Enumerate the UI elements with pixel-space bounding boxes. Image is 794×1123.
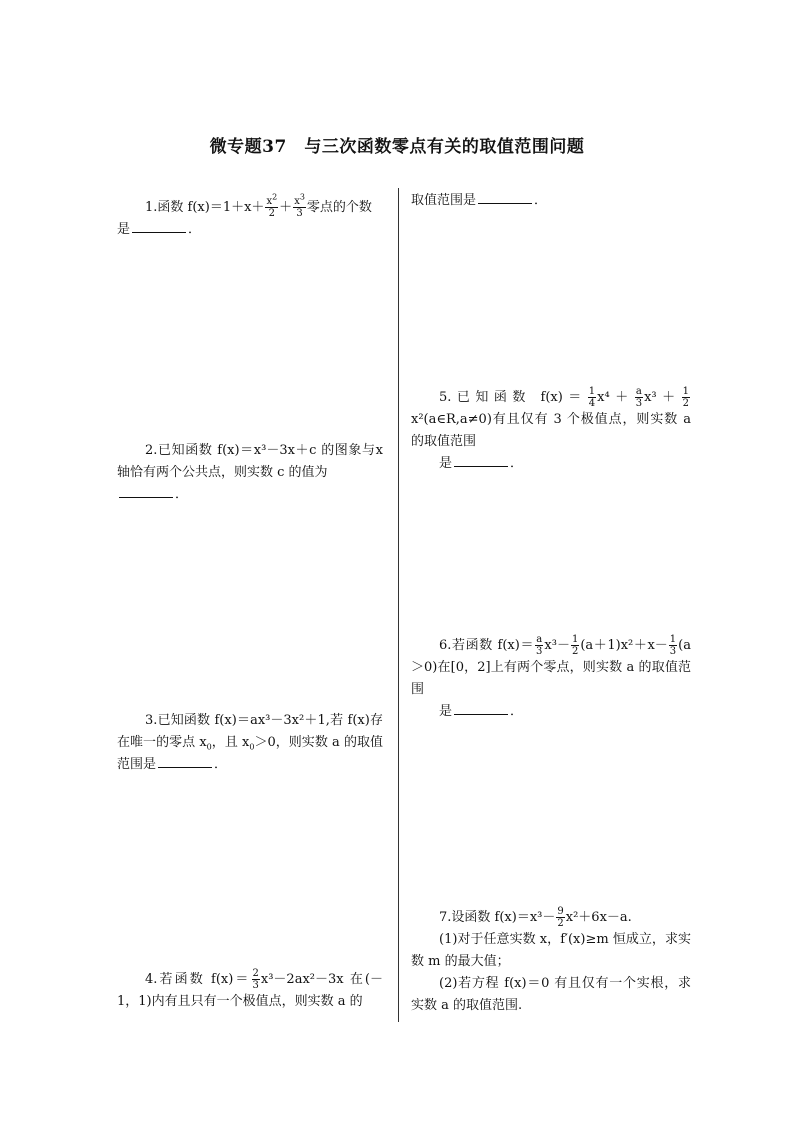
problem-4: 4.若函数 f(x)＝ $\frac{2}{3}$ x³－2ax²－3x 在(－1，1)内有且只有一个极值点，则实数 a 的 xyxy=(117,968,383,1009)
problem-text: 已知函数 f(x)＝ xyxy=(451,390,587,405)
problem-number: 3. xyxy=(145,713,158,728)
fraction: $\frac{a}{3}$ xyxy=(635,386,643,409)
problem-text: 若函数 f(x)＝ xyxy=(157,972,251,987)
problem-text: 设函数 f(x)＝x³－ xyxy=(451,910,556,925)
fraction: $\frac{9}{2}$ xyxy=(557,906,564,929)
answer-blank[interactable] xyxy=(119,484,173,498)
fraction: $\frac{2}{3}$ xyxy=(252,968,259,991)
problem-number: 4. xyxy=(145,972,158,987)
fraction: $\frac{1}{2}$ xyxy=(571,634,579,657)
column-divider xyxy=(398,188,399,1022)
fraction: $\frac{1}{4}$ xyxy=(588,386,596,409)
answer-blank[interactable] xyxy=(454,701,508,715)
sub-question-2: (2)若方程 f(x)＝0 有且仅有一个实根，求实数 a 的取值范围. xyxy=(411,976,691,1013)
fraction: $\frac{a}{3}$ xyxy=(536,634,543,657)
sub-question-1: (1)对于任意实数 x，f′(x)≥m 恒成立，求实数 m 的最大值； xyxy=(411,932,691,969)
problem-4-continued: 取值范围是 ． xyxy=(411,190,691,212)
problem-number: 7. xyxy=(439,910,452,925)
problem-1: 1.函数 f(x)＝1＋x＋ $\frac{x^2}{2}$ ＋ $\frac{x^3}{3}$ 零点的个数 是 ． xyxy=(117,192,372,237)
answer-blank[interactable] xyxy=(158,754,212,768)
fraction: $\frac{x^3}{3}$ xyxy=(294,192,305,219)
page-title: 微专题37 与三次函数零点有关的取值范围问题 xyxy=(209,137,585,157)
problem-5: 5.已知函数 f(x)＝ $\frac{1}{4}$ x⁴＋ $\frac{a}{3}$ x³＋ $\frac{1}{2}$ x²(a∈R,a≠0)有且仅有 3 个极值点，则实数 a 的取值范围 是 ． xyxy=(411,386,691,471)
problem-2: 2.已知函数 f(x)＝x³－3x＋c 的图象与x 轴恰有两个公共点，则实数 c 的值为 ． xyxy=(117,443,383,502)
problem-text: 若函数 f(x)＝ xyxy=(451,638,535,653)
fraction: $\frac{1}{3}$ xyxy=(669,634,677,657)
problem-3: 3.已知函数 f(x)＝ax³－3x²＋1,若 f(x)存在唯一的零点 $x_0$，且 $x_0>0$，则实数 a 的取值范围是 ． xyxy=(117,713,383,772)
answer-blank[interactable] xyxy=(454,453,508,467)
fraction: $\frac{x^2}{2}$ xyxy=(266,192,278,219)
problem-number: 1. xyxy=(145,200,158,215)
problem-text: 已知函数 f(x)＝x³－3x＋c 的图象与x 轴恰有两个公共点，则实数 c 的值为 xyxy=(117,443,383,480)
problem-number: 6. xyxy=(439,638,452,653)
answer-blank[interactable] xyxy=(132,219,186,233)
problem-number: 5. xyxy=(439,390,452,405)
answer-blank[interactable] xyxy=(478,190,532,204)
problem-text: 已知函数 f(x)＝ax³－3x²＋1,若 f(x)存在唯一的零点 x xyxy=(117,713,383,750)
problem-7: 7.设函数 f(x)＝x³－ $\frac{9}{2}$ x²＋6x－a. (1)对于任意实数 x，f′(x)≥m 恒成立，求实数 m 的最大值； (2)若方程 f(x)＝0 有且仅有一个实根，求实数 a 的取值范围. xyxy=(411,906,691,1017)
fraction: $\frac{1}{2}$ xyxy=(682,386,690,409)
problem-number: 2. xyxy=(145,443,158,458)
problem-text: 函数 f(x)＝1＋x＋ xyxy=(157,200,265,215)
problem-6: 6.若函数 f(x)＝ $\frac{a}{3}$ x³－ $\frac{1}{2}$ (a＋1)x²＋x－ $\frac{1}{3}$ (a＞0)在[0，2]上有两个零点，则实数 a 的取值范围 是 ． xyxy=(411,634,691,719)
